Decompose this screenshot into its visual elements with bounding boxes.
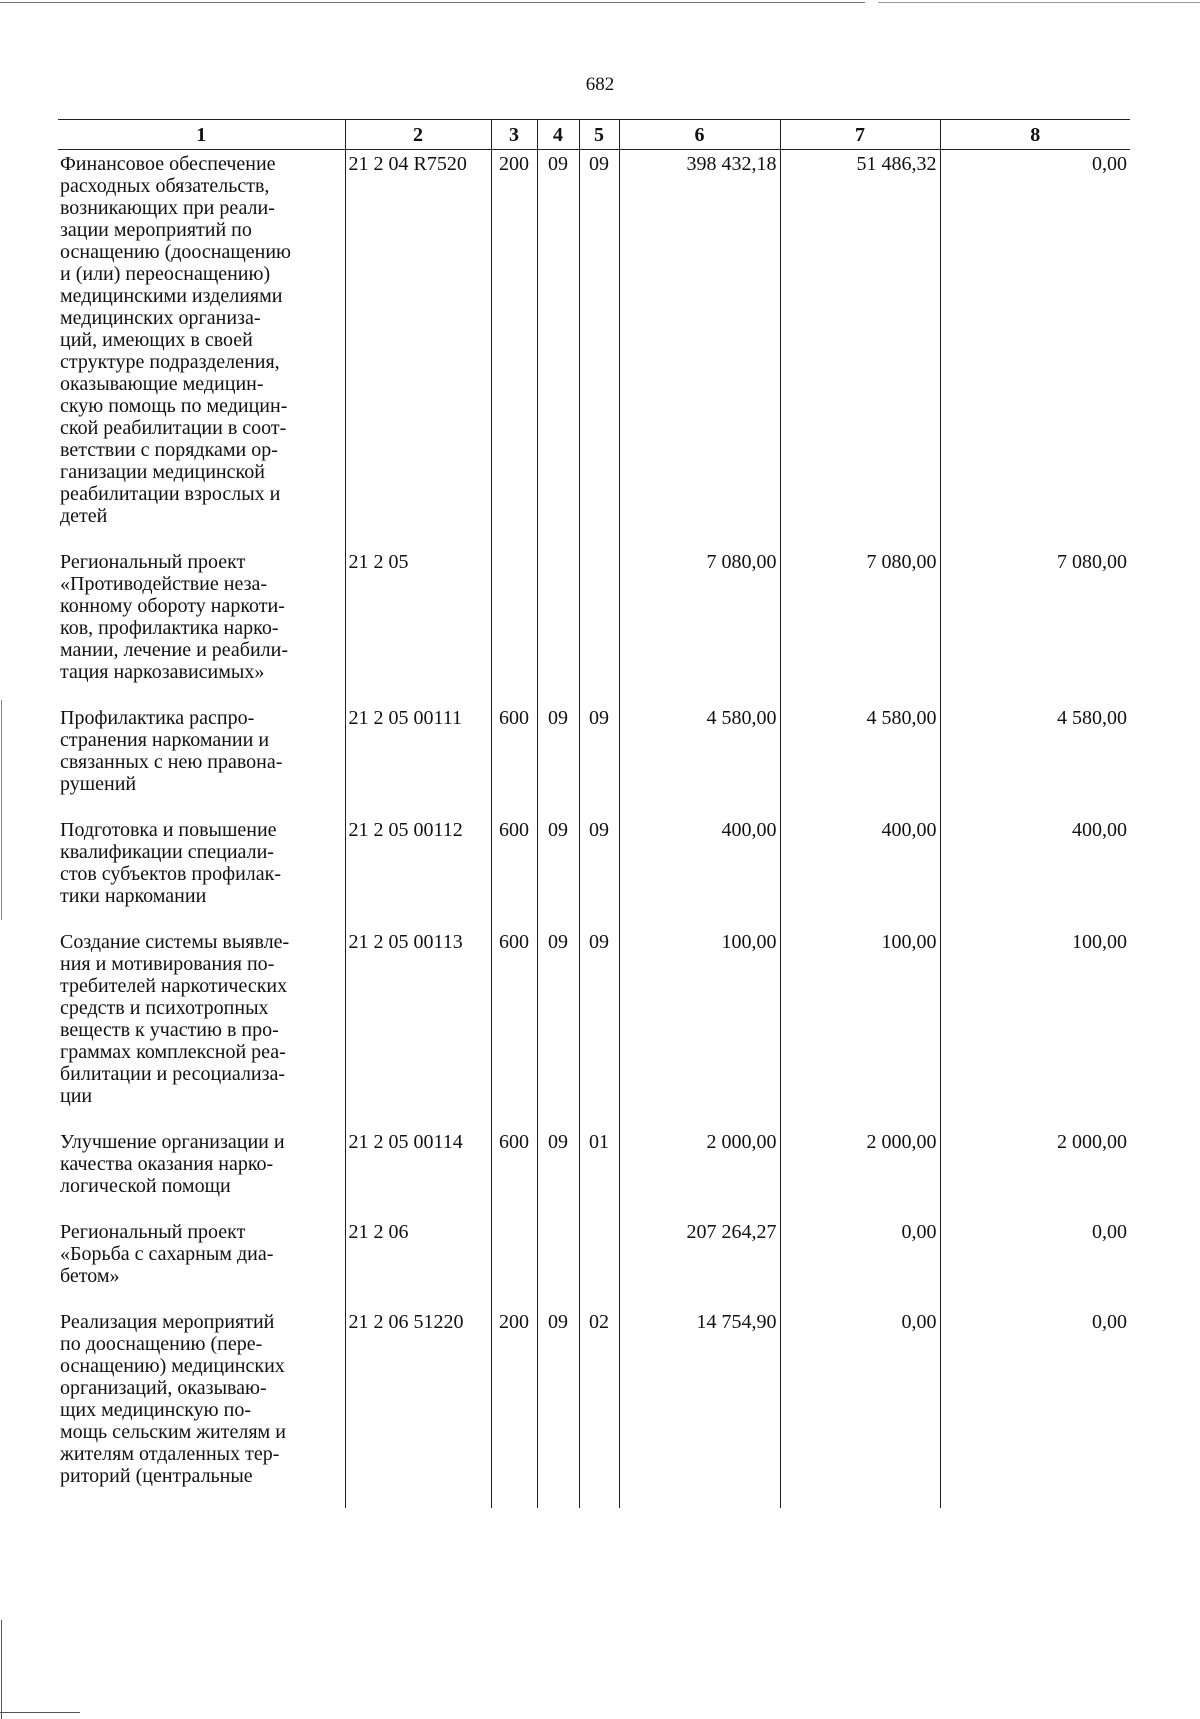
row-col3: 200 <box>491 1308 537 1508</box>
column-header-2: 2 <box>345 120 491 150</box>
table-row <box>58 1218 1130 1308</box>
row-amount-7: 2 000,00 <box>780 1128 940 1218</box>
row-amount-6: 4 580,00 <box>619 704 780 816</box>
row-col5: 01 <box>579 1128 619 1218</box>
row-code: 21 2 05 00114 <box>345 1128 491 1218</box>
row-col3: 200 <box>491 150 537 549</box>
row-amount-7: 51 486,32 <box>780 150 940 549</box>
row-amount-7: 100,00 <box>780 928 940 1128</box>
column-header-8: 8 <box>940 120 1130 150</box>
budget-table <box>58 119 1130 1508</box>
row-name: Реализация мероприятий по дооснащению (пере- оснащению) медицинских организаций, оказываю- щих медицинскую по- мощь сельским жителям и жителям отдаленных тер- риторий (центральные <box>60 1311 286 1487</box>
row-col4: 09 <box>537 1308 579 1508</box>
row-code: 21 2 05 00111 <box>345 704 491 816</box>
row-amount-6: 7 080,00 <box>619 548 780 704</box>
row-col3: 600 <box>491 928 537 1128</box>
row-amount-6: 14 754,90 <box>619 1308 780 1508</box>
row-col4: 09 <box>537 816 579 928</box>
row-col5: 09 <box>579 150 619 549</box>
row-col4: 09 <box>537 928 579 1128</box>
row-col4 <box>537 548 579 704</box>
column-header-7: 7 <box>780 120 940 150</box>
row-amount-6: 398 432,18 <box>619 150 780 549</box>
row-col5: 02 <box>579 1308 619 1508</box>
row-col5: 09 <box>579 704 619 816</box>
row-amount-8: 0,00 <box>940 150 1130 549</box>
row-amount-8: 0,00 <box>940 1308 1130 1508</box>
row-amount-8: 2 000,00 <box>940 1128 1130 1218</box>
row-code: 21 2 05 00113 <box>345 928 491 1128</box>
page-number: 682 <box>585 74 615 95</box>
column-header-1: 1 <box>58 120 345 150</box>
row-name: Улучшение организации и качества оказания нарко- логической помощи <box>60 1131 285 1197</box>
table-row <box>58 928 1130 1128</box>
row-col4: 09 <box>537 704 579 816</box>
table-row <box>58 150 1130 549</box>
row-col5: 09 <box>579 816 619 928</box>
column-header-6: 6 <box>619 120 780 150</box>
header-row <box>58 120 1130 150</box>
row-col3: 600 <box>491 1128 537 1218</box>
row-name: Создание системы выявле- ния и мотивирования по- требителей наркотических средств и психотропных веществ к участию в про- граммах комплексной реа- билитации и ресоциализа- ции <box>60 931 290 1107</box>
row-col4: 09 <box>537 1128 579 1218</box>
row-amount-7: 400,00 <box>780 816 940 928</box>
row-amount-8: 7 080,00 <box>940 548 1130 704</box>
scan-edge-top-right <box>878 2 1200 3</box>
row-amount-7: 7 080,00 <box>780 548 940 704</box>
row-amount-8: 100,00 <box>940 928 1130 1128</box>
column-header-3: 3 <box>491 120 537 150</box>
row-col3 <box>491 548 537 704</box>
table-row <box>58 548 1130 704</box>
row-col3 <box>491 1218 537 1308</box>
table-row <box>58 1128 1130 1218</box>
row-amount-6: 207 264,27 <box>619 1218 780 1308</box>
scan-edge-left-bottom <box>1 1620 2 1719</box>
row-code: 21 2 05 00112 <box>345 816 491 928</box>
row-amount-6: 100,00 <box>619 928 780 1128</box>
column-header-4: 4 <box>537 120 579 150</box>
row-col5 <box>579 548 619 704</box>
row-col3: 600 <box>491 704 537 816</box>
row-code: 21 2 06 <box>345 1218 491 1308</box>
table-row <box>58 704 1130 816</box>
row-col3: 600 <box>491 816 537 928</box>
row-amount-8: 0,00 <box>940 1218 1130 1308</box>
row-amount-7: 0,00 <box>780 1308 940 1508</box>
row-amount-8: 4 580,00 <box>940 704 1130 816</box>
row-amount-8: 400,00 <box>940 816 1130 928</box>
row-col5 <box>579 1218 619 1308</box>
row-code: 21 2 06 51220 <box>345 1308 491 1508</box>
row-col5: 09 <box>579 928 619 1128</box>
row-amount-6: 400,00 <box>619 816 780 928</box>
row-amount-7: 4 580,00 <box>780 704 940 816</box>
table-row <box>58 1308 1130 1508</box>
scan-edge-bottom <box>0 1712 80 1713</box>
scan-edge-left <box>1 700 2 920</box>
row-col4 <box>537 1218 579 1308</box>
row-code: 21 2 04 R7520 <box>345 150 491 549</box>
scan-edge-top-left <box>0 2 865 3</box>
row-amount-7: 0,00 <box>780 1218 940 1308</box>
row-amount-6: 2 000,00 <box>619 1128 780 1218</box>
row-name: Профилактика распро- странения наркомании и связанных с нею правона- рушений <box>60 707 283 795</box>
row-code: 21 2 05 <box>345 548 491 704</box>
row-name: Региональный проект «Борьба с сахарным диа- бетом» <box>60 1221 274 1287</box>
row-col4: 09 <box>537 150 579 549</box>
column-header-5: 5 <box>579 120 619 150</box>
row-name: Региональный проект «Противодействие неза- конному обороту наркоти- ков, профилактика нарко- мании, лечение и реабили- тация наркозависимых» <box>60 551 289 683</box>
row-name: Подготовка и повышение квалификации специали- стов субъектов профилак- тики наркомании <box>60 819 282 907</box>
row-name: Финансовое обеспечение расходных обязательств, возникающих при реали- зации мероприятий по оснащению (дооснащению и (или) переоснащению) медицинскими изделиями медицинских организа- ций, имеющих в своей структуре подразделения, оказывающие медицин- скую помощь по медицин- ской реабилитации в соот- ветствии с порядками ор- ганизации медицинской реабилитации взрослых и детей <box>60 153 291 527</box>
table-row <box>58 816 1130 928</box>
